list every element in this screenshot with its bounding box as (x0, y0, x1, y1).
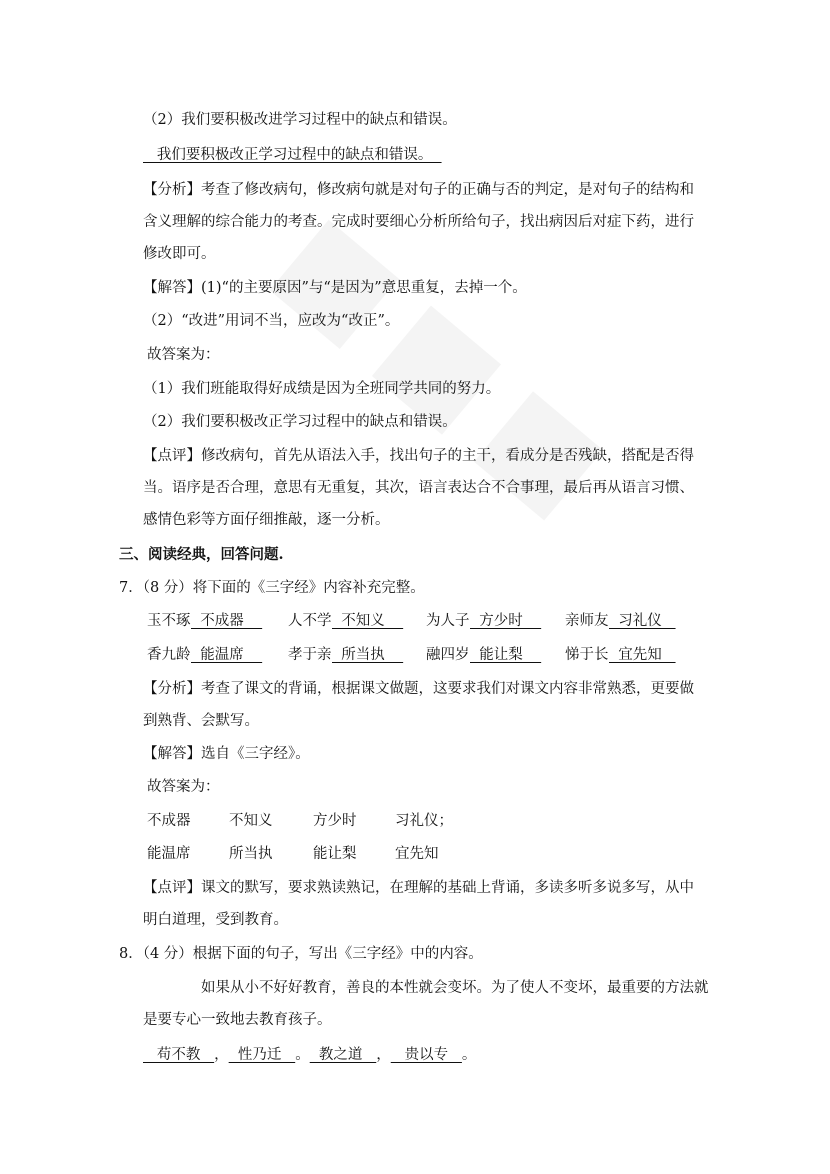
q6-analysis-1: 【分析】考查了修改病句，修改病句就是对句子的正确与否的判定，是对句子的结构和 (143, 182, 694, 198)
q7-answer: 能温席 (147, 846, 191, 862)
q7-item-answer: 方少时 (470, 613, 542, 629)
q7-item-prompt: 玉不琢 (147, 613, 191, 629)
q7-item-answer: 能温席 (191, 647, 263, 663)
q8-answer: 贵以专 (390, 1047, 462, 1063)
q7-item-answer: 宜先知 (609, 647, 676, 663)
q8-sep: ， (214, 1047, 229, 1063)
q7-item-prompt: 为人子 (426, 613, 470, 629)
q7-answer: 方少时 (313, 813, 357, 829)
q8-sep: 。 (461, 1047, 477, 1063)
q6-comment-1: 【点评】修改病句，首先从语法入手，找出句子的主干，看成分是否残缺，搭配是否得 (143, 448, 694, 464)
section3-title: 三、阅读经典，回答问题. (119, 546, 284, 563)
q7-answer: 不知义 (229, 813, 273, 829)
q7-item-answer: 不知义 (332, 613, 404, 629)
q8-title: 8．（4 分）根据下面的句子，写出《三字经》中的内容。 (119, 946, 483, 962)
q7-item-prompt: 融四岁 (426, 647, 470, 663)
q6-part2: （2）我们要积极改进学习过程中的缺点和错误。 (143, 112, 457, 128)
q7-item-answer: 习礼仪 (609, 613, 676, 629)
q6-answer2-underlined: 我们要积极改正学习过程中的缺点和错误。 (143, 147, 442, 163)
q7-item-prompt: 亲师友 (565, 613, 609, 629)
q7-item-prompt: 悌于长 (565, 647, 609, 663)
q6-comment-2: 当。语序是否合理，意思有无重复，其次，语言表达合不合事理，最后再从语言习惯、 (143, 480, 694, 496)
q7-answer: 习礼仪； (395, 813, 453, 829)
q6-solution-2: （2）“改进”用词不当，应改为“改正”。 (143, 313, 400, 329)
q6-analysis-3: 修改即可。 (143, 246, 216, 262)
q8-text-1: 如果从小不好好教育，善良的本性就会变坏。为了使人不变坏，最重要的方法就 (201, 980, 709, 996)
q7-item-prompt: 人不学 (288, 613, 332, 629)
q7-item-answer: 不成器 (191, 613, 263, 629)
q6-comment-3: 感情色彩等方面仔细推敲，逐一分析。 (143, 512, 390, 528)
q8-sep: ， (376, 1047, 391, 1063)
q7-item-prompt: 香九龄 (147, 647, 191, 663)
q6-final-1: （1）我们班能取得好成绩是因为全班同学共同的努力。 (143, 381, 501, 397)
q7-answer: 宜先知 (395, 846, 439, 862)
q7-item-answer: 所当执 (332, 647, 404, 663)
q7-comment-1: 【点评】课文的默写，要求熟读熟记，在理解的基础上背诵，多读多听多说多写，从中 (143, 880, 694, 896)
q6-solution-1: 【解答】(1)“的主要原因”与“是因为”意思重复，去掉一个。 (143, 280, 527, 296)
q8-answer-line (143, 1045, 476, 1065)
q8-answer: 苟不教 (143, 1047, 215, 1063)
q7-comment-2: 明白道理，受到教育。 (143, 912, 288, 928)
q6-answer2 (143, 145, 442, 165)
q7-so-answer: 故答案为： (147, 779, 220, 795)
q7-solution: 【解答】选自《三字经》。 (143, 746, 310, 762)
q8-answer: 性乃迁 (228, 1047, 296, 1063)
q7-answer: 所当执 (229, 846, 273, 862)
q8-sep: 。 (295, 1047, 310, 1063)
q7-item-answer: 能让梨 (470, 647, 542, 663)
q7-answer: 能让梨 (313, 846, 357, 862)
q6-so-answer: 故答案为： (147, 347, 220, 363)
q7-analysis-1: 【分析】考查了课文的背诵，根据课文做题，这要求我们对课文内容非常熟悉，更要做 (143, 681, 694, 697)
q7-analysis-2: 到熟背、会默写。 (143, 713, 259, 729)
q8-answer: 教之道 (309, 1047, 377, 1063)
q6-analysis-2: 含义理解的综合能力的考查。完成时要细心分析所给句子，找出病因后对症下药，进行 (143, 214, 694, 230)
q7-title: 7．（8 分）将下面的《三字经》内容补充完整。 (119, 580, 425, 596)
q8-text-2: 是要专心一致地去教育孩子。 (143, 1012, 332, 1028)
q6-final-2: （2）我们要积极改正学习过程中的缺点和错误。 (143, 414, 457, 430)
q7-answer: 不成器 (147, 813, 191, 829)
q7-item-prompt: 孝于亲 (288, 647, 332, 663)
